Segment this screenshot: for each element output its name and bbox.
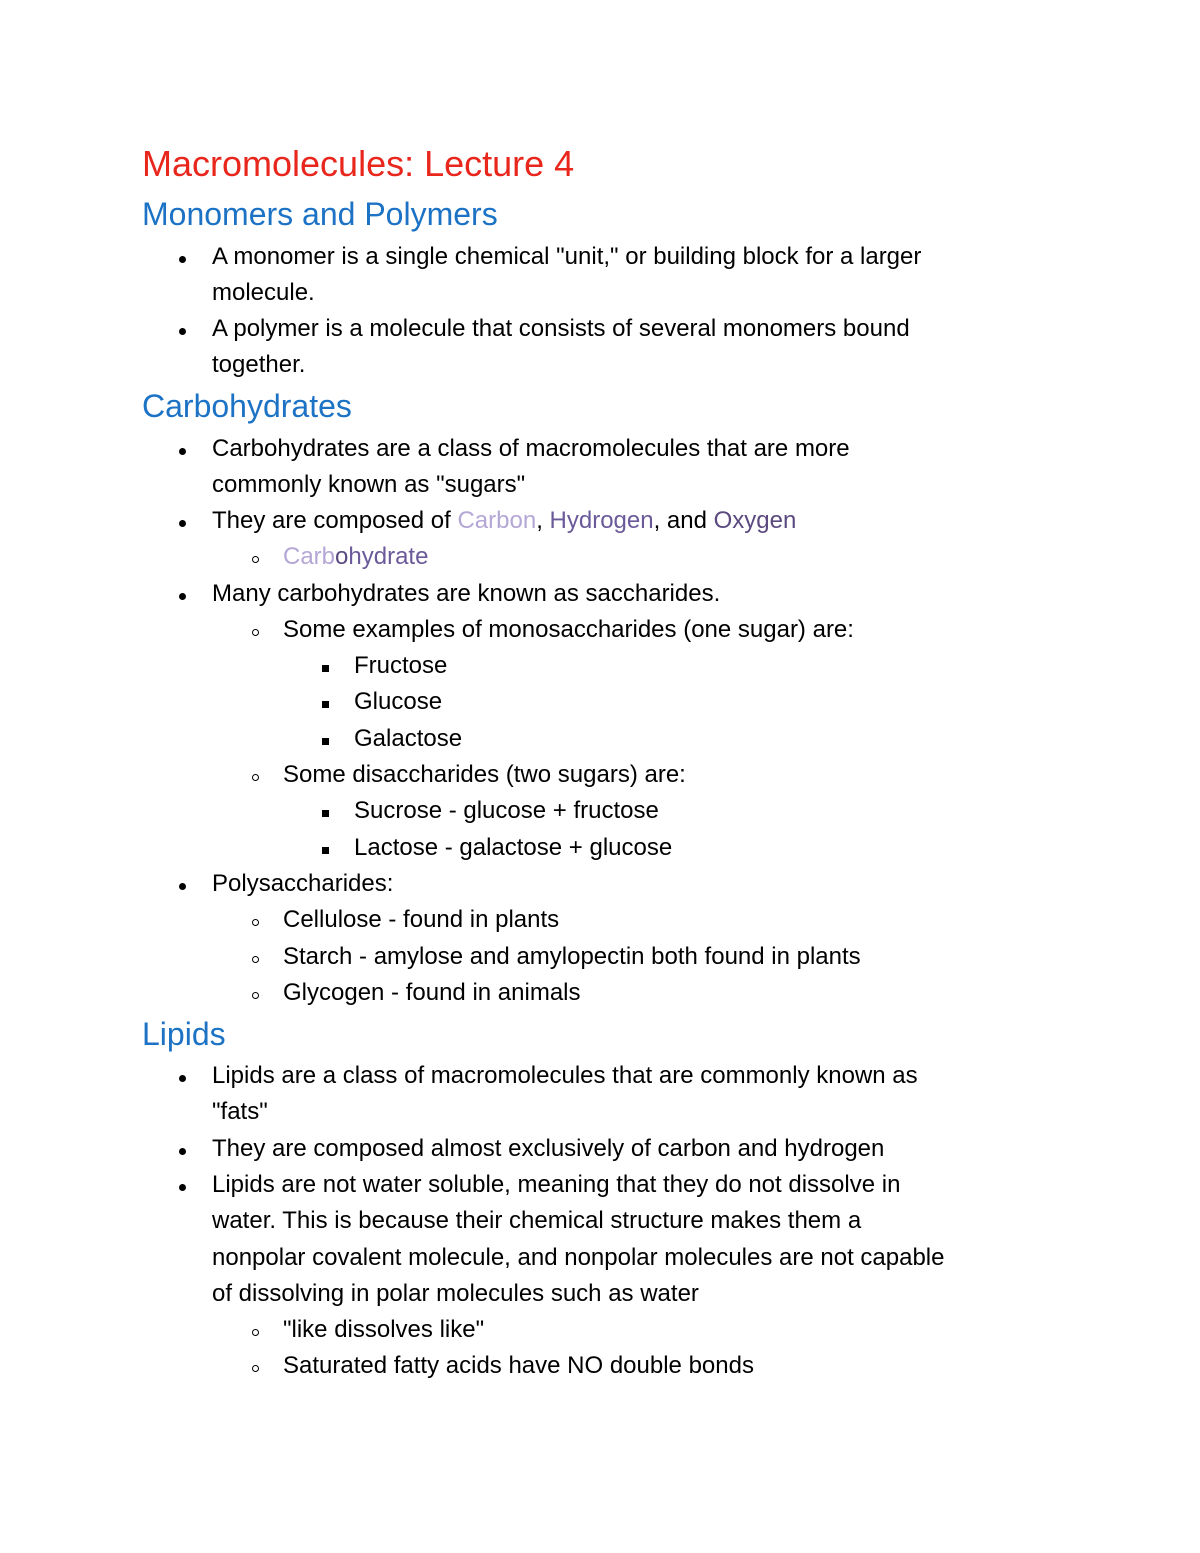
bullet-circle-icon [245,902,265,938]
list-item-text: Many carbohydrates are known as saccharides. [212,580,721,607]
separator-text: , and [653,507,714,534]
list-item [283,1312,484,1349]
list-item-continuation: together. [212,351,306,378]
heading-monomers-polymers: Monomers and Polymers [142,196,498,232]
bullet-circle-icon [245,539,265,575]
word-part-carb: Carb [283,543,336,570]
list-item-text: They are composed of [212,507,458,534]
page-title: Macromolecules: Lecture 4 [142,143,575,184]
bullet-square-icon [315,793,335,829]
bullet-circle-icon [245,1312,265,1348]
list-item [212,1167,900,1204]
list-item-text: "like dissolves like" [283,1316,485,1343]
list-item [283,1348,754,1385]
list-item-text: Fructose [354,652,448,679]
list-item-continuation: of dissolving in polar molecules such as water [212,1280,699,1307]
list-item [212,1058,918,1095]
separator-text: , [536,507,550,534]
bullet-square-icon [315,684,335,720]
list-item [212,576,720,613]
bullet-dot-icon [172,1167,192,1203]
bullet-dot-icon [172,239,192,275]
list-item [212,503,796,540]
list-item-text: Starch - amylose and amylopectin both found in plants [283,943,861,970]
list-item-continuation: molecule. [212,279,315,306]
list-item-text: They are composed almost exclusively of carbon and hydrogen [212,1135,885,1162]
list-item-text: Saturated fatty acids have NO double bonds [283,1352,754,1379]
list-item [212,431,850,468]
list-item [283,939,861,976]
bullet-circle-icon [245,939,265,975]
element-hydrogen: Hydrogen [549,507,654,534]
bullet-square-icon [315,721,335,757]
list-item [212,311,910,348]
list-item-text: Galactose [354,725,463,752]
list-item [283,902,559,939]
list-item-continuation: water. This is because their chemical structure makes them a [212,1207,862,1234]
heading-lipids: Lipids [142,1016,226,1052]
bullet-square-icon [315,830,335,866]
list-item [212,866,393,903]
list-item-text: Sucrose - glucose + fructose [354,797,659,824]
list-item [212,1131,884,1168]
list-item [354,793,659,830]
list-item-text: Glucose [354,688,443,715]
list-item-text: Lipids are not water soluble, meaning that they do not dissolve in [212,1171,901,1198]
list-item-continuation: "fats" [212,1098,268,1125]
list-item-text: Lipids are a class of macromolecules that are commonly known as [212,1062,918,1089]
list-item-text: Some disaccharides (two sugars) are: [283,761,686,788]
bullet-dot-icon [172,311,192,347]
word-part-o: o [335,543,349,570]
list-item [283,975,581,1012]
bullet-circle-icon [245,757,265,793]
element-carbon: Carbon [457,507,537,534]
list-item-continuation: nonpolar covalent molecule, and nonpolar molecules are not capable [212,1244,945,1271]
bullet-dot-icon [172,576,192,612]
list-item [212,239,921,276]
list-item-text: Lactose - galactose + glucose [354,834,673,861]
list-item-text: Cellulose - found in plants [283,906,560,933]
bullet-dot-icon [172,503,192,539]
bullet-dot-icon [172,1131,192,1167]
list-item-text: Polysaccharides: [212,870,394,897]
list-item [354,684,442,721]
bullet-circle-icon [245,975,265,1011]
list-item-text: Some examples of monosaccharides (one sugar) are: [283,616,854,643]
list-item [354,648,447,685]
heading-carbohydrates: Carbohydrates [142,388,352,424]
bullet-dot-icon [172,866,192,902]
bullet-circle-icon [245,612,265,648]
list-item-text: Carbohydrates are a class of macromolecules that are more [212,435,850,462]
list-item [283,539,428,576]
list-item [283,612,854,649]
element-oxygen: Oxygen [713,507,797,534]
list-item-text: Glycogen - found in animals [283,979,581,1006]
list-item-text: A monomer is a single chemical "unit," or building block for a larger [212,243,922,270]
list-item [283,757,686,794]
list-item-continuation: commonly known as "sugars" [212,471,526,498]
list-item-text: A polymer is a molecule that consists of several monomers bound [212,315,910,342]
bullet-circle-icon [245,1348,265,1384]
bullet-dot-icon [172,1058,192,1094]
bullet-dot-icon [172,431,192,467]
bullet-square-icon [315,648,335,684]
word-part-hydrate: hydrate [348,543,429,570]
list-item [354,721,462,758]
list-item [354,830,672,867]
